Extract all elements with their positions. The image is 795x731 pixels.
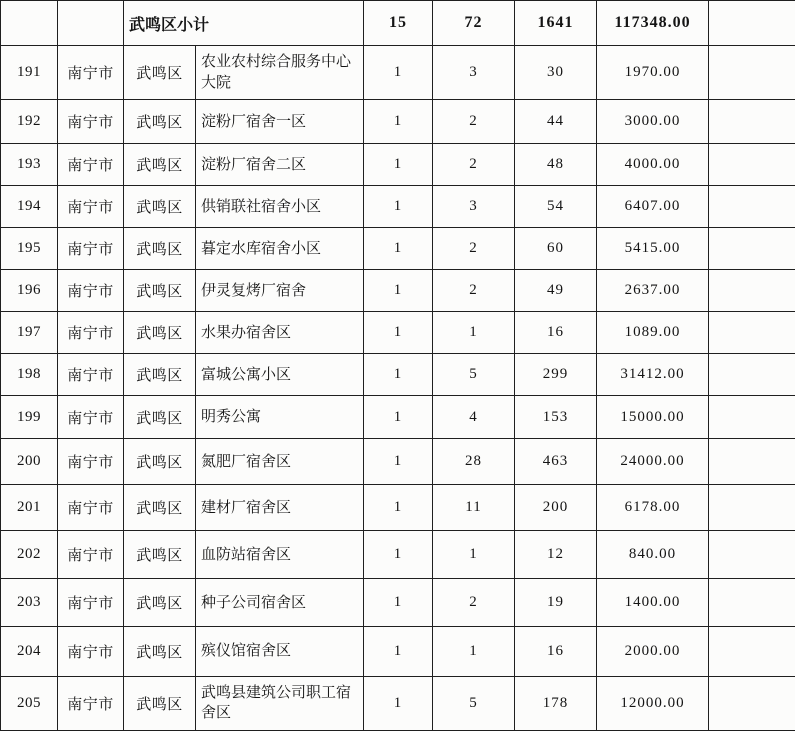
table-row <box>1 439 795 485</box>
cell-city: 南宁市 <box>58 100 124 144</box>
cell-city: 南宁市 <box>58 270 124 312</box>
cell-count2: 2 <box>433 100 515 144</box>
cell-name: 富城公寓小区 <box>196 354 364 396</box>
table-row <box>1 312 795 354</box>
cell-count2: 5 <box>433 676 515 730</box>
cell-no: 200 <box>1 439 58 485</box>
table-row <box>1 531 795 579</box>
cell-no: 205 <box>1 676 58 730</box>
cell-district: 武鸣区 <box>124 46 196 100</box>
cell-no: 195 <box>1 228 58 270</box>
cell-count3: 16 <box>515 627 597 676</box>
cell-name: 淀粉厂宿舍二区 <box>196 144 364 186</box>
cell-count3: 49 <box>515 270 597 312</box>
cell-amount: 2637.00 <box>597 270 709 312</box>
cell-name: 氮肥厂宿舍区 <box>196 439 364 485</box>
cell-amount: 24000.00 <box>597 439 709 485</box>
cell-count2: 4 <box>433 396 515 439</box>
summary-count1: 15 <box>364 1 433 46</box>
cell-count3: 54 <box>515 186 597 228</box>
cell-city: 南宁市 <box>58 46 124 100</box>
cell-district: 武鸣区 <box>124 531 196 579</box>
cell-amount: 3000.00 <box>597 100 709 144</box>
cell-city: 南宁市 <box>58 485 124 531</box>
cell-name: 明秀公寓 <box>196 396 364 439</box>
cell-no: 192 <box>1 100 58 144</box>
cell-count3: 16 <box>515 312 597 354</box>
cell-amount: 1089.00 <box>597 312 709 354</box>
cell-no: 198 <box>1 354 58 396</box>
table-row <box>1 46 795 100</box>
cell-name: 血防站宿舍区 <box>196 531 364 579</box>
cell-no: 197 <box>1 312 58 354</box>
table-row <box>1 100 795 144</box>
cell-no: 199 <box>1 396 58 439</box>
table-row <box>1 144 795 186</box>
cell-count3: 44 <box>515 100 597 144</box>
cell-district: 武鸣区 <box>124 144 196 186</box>
cell-no: 204 <box>1 627 58 676</box>
cell-name: 建材厂宿舍区 <box>196 485 364 531</box>
table-row <box>1 579 795 627</box>
cell-amount: 6178.00 <box>597 485 709 531</box>
cell-count2: 1 <box>433 312 515 354</box>
summary-no-cell <box>1 1 58 46</box>
cell-amount: 12000.00 <box>597 676 709 730</box>
cell-district: 武鸣区 <box>124 627 196 676</box>
cell-district: 武鸣区 <box>124 396 196 439</box>
cell-count3: 48 <box>515 144 597 186</box>
cell-count1: 1 <box>364 46 433 100</box>
summary-city-cell <box>58 1 124 46</box>
cell-no: 202 <box>1 531 58 579</box>
cell-amount: 6407.00 <box>597 186 709 228</box>
cell-name: 伊灵复烤厂宿舍 <box>196 270 364 312</box>
cell-no: 203 <box>1 579 58 627</box>
summary-count2: 72 <box>433 1 515 46</box>
cell-count1: 1 <box>364 186 433 228</box>
cell-no: 193 <box>1 144 58 186</box>
summary-note-cell <box>709 1 795 46</box>
cell-note <box>709 312 795 354</box>
cell-count1: 1 <box>364 531 433 579</box>
cell-count3: 30 <box>515 46 597 100</box>
cell-count1: 1 <box>364 579 433 627</box>
cell-amount: 2000.00 <box>597 627 709 676</box>
cell-note <box>709 186 795 228</box>
cell-city: 南宁市 <box>58 627 124 676</box>
cell-name: 殡仪馆宿舍区 <box>196 627 364 676</box>
cell-amount: 1970.00 <box>597 46 709 100</box>
cell-count2: 3 <box>433 46 515 100</box>
cell-district: 武鸣区 <box>124 579 196 627</box>
cell-note <box>709 485 795 531</box>
cell-no: 196 <box>1 270 58 312</box>
cell-count2: 2 <box>433 228 515 270</box>
cell-city: 南宁市 <box>58 396 124 439</box>
table-row <box>1 676 795 730</box>
cell-count3: 463 <box>515 439 597 485</box>
cell-note <box>709 144 795 186</box>
table-row <box>1 228 795 270</box>
cell-note <box>709 270 795 312</box>
cell-city: 南宁市 <box>58 228 124 270</box>
cell-district: 武鸣区 <box>124 312 196 354</box>
cell-count3: 153 <box>515 396 597 439</box>
cell-no: 191 <box>1 46 58 100</box>
cell-count1: 1 <box>364 270 433 312</box>
cell-count2: 2 <box>433 144 515 186</box>
summary-amount: 117348.00 <box>597 1 709 46</box>
cell-name: 农业农村综合服务中心大院 <box>196 46 364 100</box>
cell-note <box>709 228 795 270</box>
cell-city: 南宁市 <box>58 354 124 396</box>
cell-count1: 1 <box>364 396 433 439</box>
table-row <box>1 270 795 312</box>
cell-amount: 4000.00 <box>597 144 709 186</box>
cell-name: 水果办宿舍区 <box>196 312 364 354</box>
cell-note <box>709 676 795 730</box>
cell-count2: 11 <box>433 485 515 531</box>
cell-district: 武鸣区 <box>124 485 196 531</box>
cell-note <box>709 396 795 439</box>
cell-count1: 1 <box>364 627 433 676</box>
summary-count3: 1641 <box>515 1 597 46</box>
cell-count2: 2 <box>433 579 515 627</box>
cell-city: 南宁市 <box>58 186 124 228</box>
cell-count1: 1 <box>364 312 433 354</box>
summary-label: 武鸣区小计 <box>124 1 364 46</box>
cell-count2: 2 <box>433 270 515 312</box>
cell-city: 南宁市 <box>58 439 124 485</box>
cell-city: 南宁市 <box>58 312 124 354</box>
summary-row <box>1 1 795 46</box>
table-row <box>1 485 795 531</box>
cell-amount: 840.00 <box>597 531 709 579</box>
cell-count3: 200 <box>515 485 597 531</box>
cell-district: 武鸣区 <box>124 354 196 396</box>
cell-count1: 1 <box>364 485 433 531</box>
cell-count1: 1 <box>364 354 433 396</box>
cell-count1: 1 <box>364 228 433 270</box>
cell-name: 暮定水库宿舍小区 <box>196 228 364 270</box>
cell-count2: 5 <box>433 354 515 396</box>
cell-note <box>709 46 795 100</box>
cell-count2: 1 <box>433 531 515 579</box>
table-row <box>1 186 795 228</box>
cell-note <box>709 531 795 579</box>
cell-city: 南宁市 <box>58 144 124 186</box>
cell-city: 南宁市 <box>58 676 124 730</box>
cell-district: 武鸣区 <box>124 439 196 485</box>
cell-amount: 1400.00 <box>597 579 709 627</box>
cell-city: 南宁市 <box>58 531 124 579</box>
cell-name: 供销联社宿舍小区 <box>196 186 364 228</box>
cell-district: 武鸣区 <box>124 270 196 312</box>
cell-no: 201 <box>1 485 58 531</box>
table-row <box>1 354 795 396</box>
cell-count1: 1 <box>364 676 433 730</box>
cell-count3: 178 <box>515 676 597 730</box>
cell-count3: 12 <box>515 531 597 579</box>
cell-count1: 1 <box>364 439 433 485</box>
cell-district: 武鸣区 <box>124 676 196 730</box>
cell-count2: 1 <box>433 627 515 676</box>
cell-name: 淀粉厂宿舍一区 <box>196 100 364 144</box>
cell-count2: 28 <box>433 439 515 485</box>
cell-no: 194 <box>1 186 58 228</box>
cell-amount: 5415.00 <box>597 228 709 270</box>
cell-count1: 1 <box>364 144 433 186</box>
cell-count2: 3 <box>433 186 515 228</box>
cell-count3: 299 <box>515 354 597 396</box>
cell-district: 武鸣区 <box>124 100 196 144</box>
cell-amount: 15000.00 <box>597 396 709 439</box>
table-row <box>1 627 795 676</box>
cell-count1: 1 <box>364 100 433 144</box>
cell-note <box>709 354 795 396</box>
cell-district: 武鸣区 <box>124 228 196 270</box>
cell-count3: 60 <box>515 228 597 270</box>
cell-district: 武鸣区 <box>124 186 196 228</box>
cell-note <box>709 579 795 627</box>
cell-count3: 19 <box>515 579 597 627</box>
cell-city: 南宁市 <box>58 579 124 627</box>
cell-name: 武鸣县建筑公司职工宿舍区 <box>196 676 364 730</box>
cell-name: 种子公司宿舍区 <box>196 579 364 627</box>
cell-note <box>709 439 795 485</box>
cell-note <box>709 627 795 676</box>
table-row <box>1 396 795 439</box>
cell-amount: 31412.00 <box>597 354 709 396</box>
cell-note <box>709 100 795 144</box>
